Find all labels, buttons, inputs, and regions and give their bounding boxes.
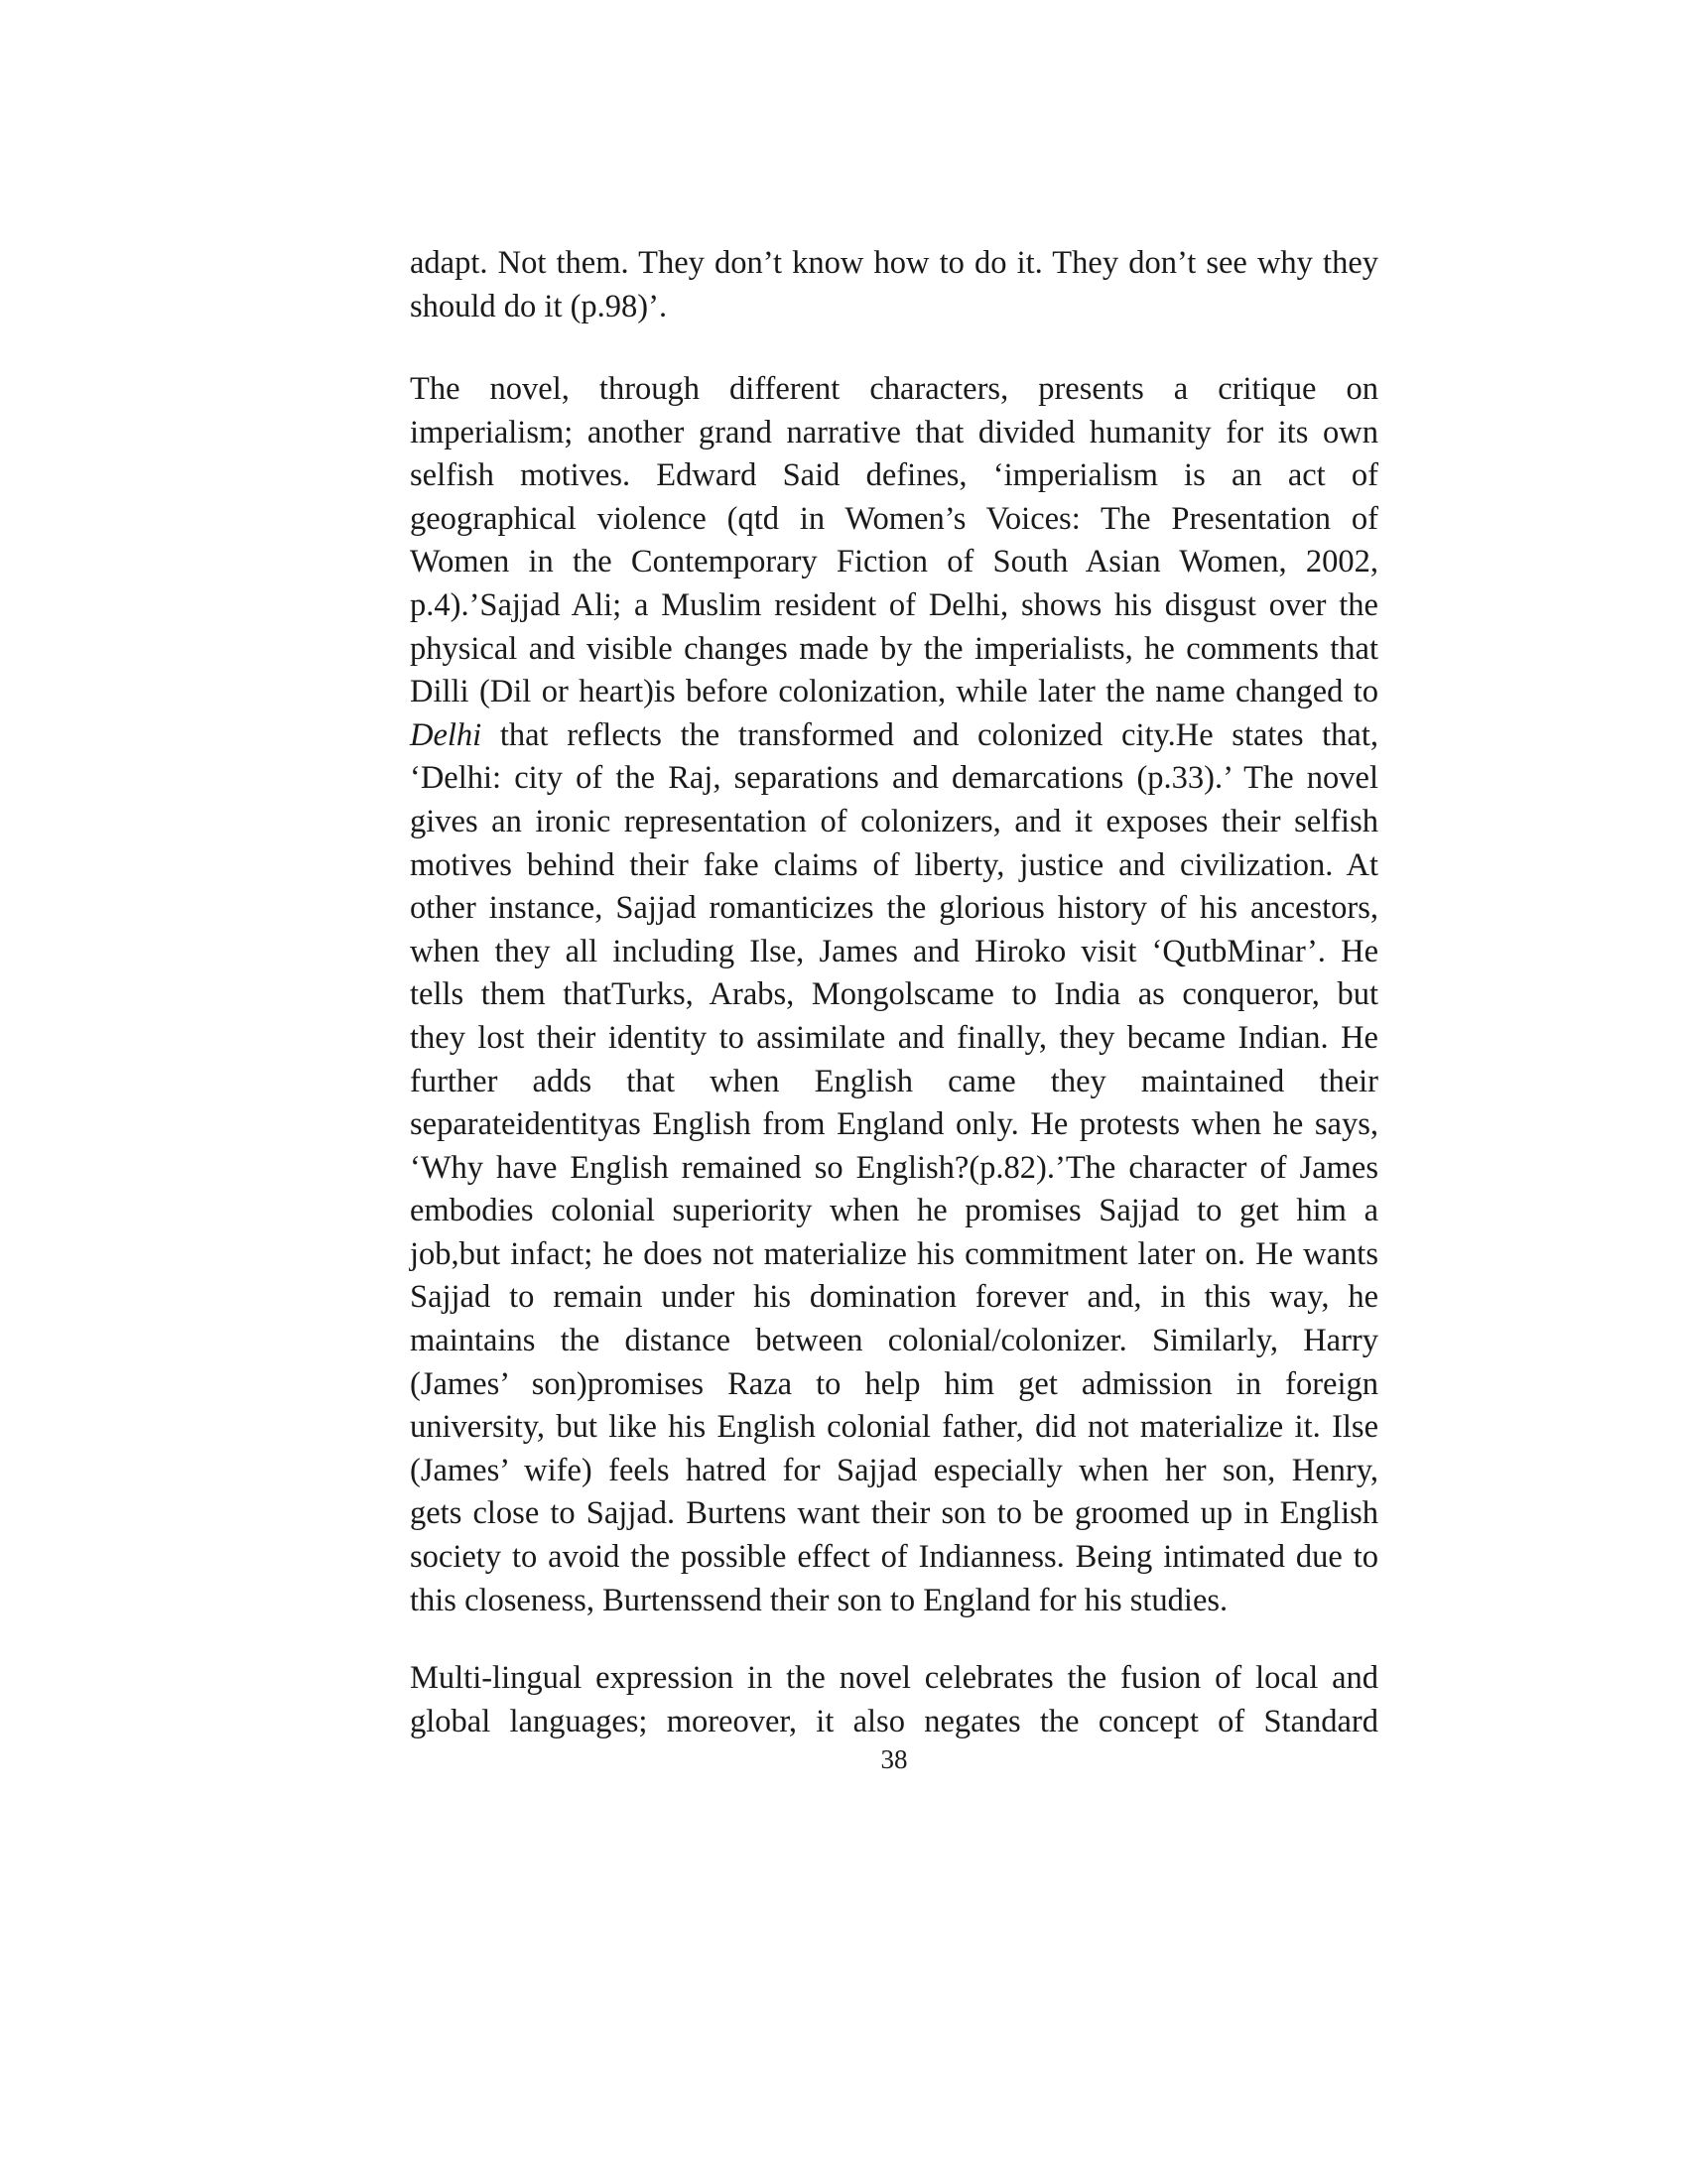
text-line: The novel, through different characters, presents a critique on bbox=[410, 371, 1378, 407]
paragraph-multilingual-expression bbox=[410, 1657, 1378, 1743]
text-line: gives an ironic representation of colonizers, and it exposes their selfish bbox=[410, 803, 1378, 839]
text-line: imperialism; another grand narrative that divided humanity for its own bbox=[410, 414, 1378, 450]
paragraph-imperialism-critique bbox=[410, 368, 1378, 1622]
line-text: that reflects the transformed and colonized city.He states that, bbox=[481, 716, 1378, 753]
text-line: Multi-lingual expression in the novel celebrates the fusion of local and bbox=[410, 1660, 1378, 1696]
text-line: adapt. Not them. They don’t know how to do it. They don’t see why they bbox=[410, 245, 1378, 281]
text-line: physical and visible changes made by the imperialists, he comments that bbox=[410, 630, 1378, 667]
text-line: when they all including Ilse, James and Hiroko visit ‘QutbMinar’. He bbox=[410, 933, 1378, 969]
text-line: ‘Delhi: city of the Raj, separations and demarcations (p.33).’ The novel bbox=[410, 760, 1378, 797]
text-line: motives behind their fake claims of liberty, justice and civilization. At bbox=[410, 846, 1378, 883]
text-line: maintains the distance between colonial/colonizer. Similarly, Harry bbox=[410, 1323, 1378, 1359]
text-line: they lost their identity to assimilate and finally, they became Indian. He bbox=[410, 1019, 1378, 1056]
text-line: (James’ wife) feels hatred for Sajjad especially when her son, Henry, bbox=[410, 1452, 1378, 1488]
text-line: university, but like his English colonial father, did not materialize it. Ilse bbox=[410, 1409, 1378, 1446]
text-line: (James’ son)promises Raza to help him get admission in foreign bbox=[410, 1365, 1378, 1402]
text-line: Dilli (Dil or heart)is before colonization, while later the name changed to bbox=[410, 674, 1378, 710]
text-line: geographical violence (qtd in Women’s Voices: The Presentation of bbox=[410, 500, 1378, 537]
text-line: Women in the Contemporary Fiction of South Asian Women, 2002, bbox=[410, 544, 1378, 580]
text-line: embodies colonial superiority when he promises Sajjad to get him a bbox=[410, 1193, 1378, 1229]
text-line: Sajjad to remain under his domination forever and, in this way, he bbox=[410, 1279, 1378, 1316]
text-line: separateidentityas English from England only. He protests when he says, bbox=[410, 1106, 1378, 1143]
page-number: 38 bbox=[880, 1744, 908, 1774]
text-line: tells them thatTurks, Arabs, Mongolscame to India as conqueror, but bbox=[410, 976, 1378, 1013]
text-line: job,but infact; he does not materialize his commitment later on. He wants bbox=[410, 1235, 1378, 1272]
text-line: should do it (p.98)’. bbox=[410, 288, 668, 324]
text-line: global languages; moreover, it also negates the concept of Standard bbox=[410, 1703, 1378, 1739]
text-line: gets close to Sajjad. Burtens want their son to be groomed up in English bbox=[410, 1495, 1378, 1532]
text-line: p.4).’Sajjad Ali; a Muslim resident of Delhi, shows his disgust over the bbox=[410, 586, 1378, 623]
text-line: society to avoid the possible effect of Indianness. Being intimated due to bbox=[410, 1539, 1378, 1576]
text-line: further adds that when English came they maintained their bbox=[410, 1063, 1378, 1099]
text-line: other instance, Sajjad romanticizes the glorious history of his ancestors, bbox=[410, 890, 1378, 927]
text-line: selfish motives. Edward Said defines, ‘imperialism is an act of bbox=[410, 457, 1378, 494]
paragraph-quote-ending bbox=[410, 242, 1378, 328]
text-line: this closeness, Burtenssend their son to England for his studies. bbox=[410, 1582, 1229, 1618]
text-line: ‘Why have English remained so English?(p.82).’The character of James bbox=[410, 1149, 1378, 1186]
text-line bbox=[410, 714, 1378, 758]
italic-text: Delhi bbox=[410, 716, 482, 753]
